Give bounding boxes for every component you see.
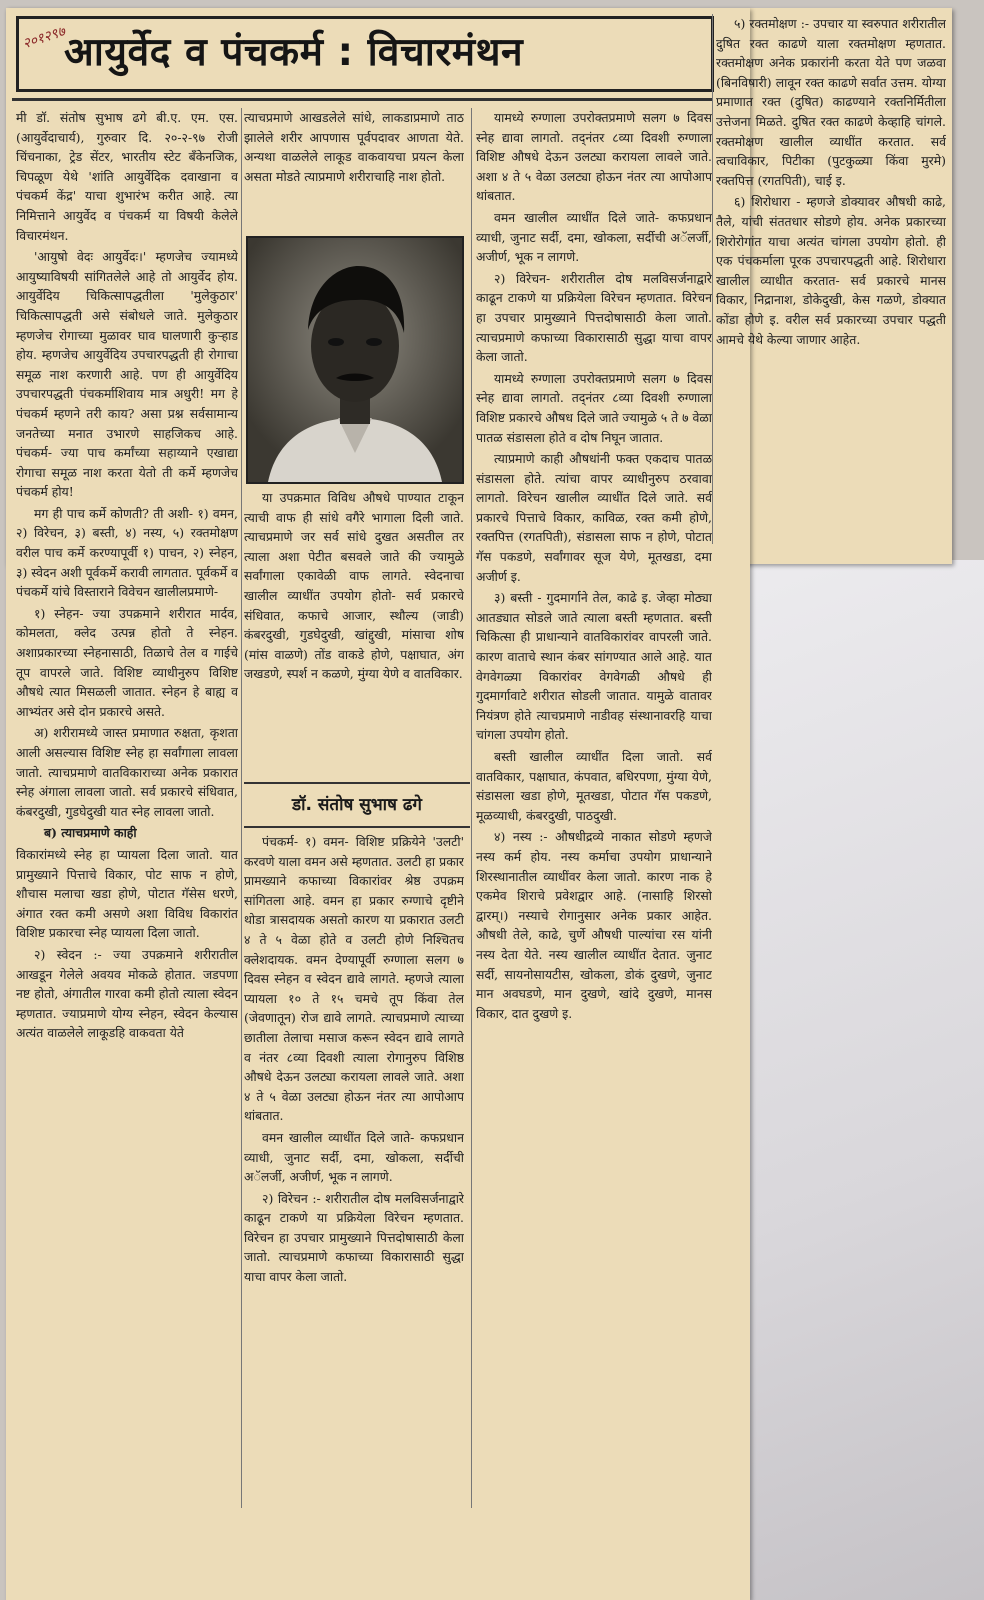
paragraph: ३) बस्ती - गुदमार्गाने तेल, काढे इ. जेव्हा मोठ्या आतड्यात सोडले जाते त्याला बस्ती म्हणतात. बस्ती चिकित्सा ही प्राधान्याने वातविकारांवर वापरली जाते. कारण वाताचे स्थान कंबर सांगण्यात आले आहे. यात वेगवेगळ्या विकारांवर वेगवेगळी औषधे ही गुदमार्गावाटे शरीरात सोडली जातात. यामुळे वातावर नियंत्रण होते त्याचप्रमाणे नाडीवह संस्थानावरहि याचा चांगला उपयोग होतो.: [476, 590, 712, 743]
paragraph: वमन खालील व्याधींत दिले जाते- कफप्रधान व्याधी, जुनाट सर्दी, दमा, खोकला, सर्दीची अॅलर्जी, अजीर्ण, भूक न लागणे.: [476, 209, 712, 265]
byline-rule: [244, 782, 470, 784]
paragraph: ४) नस्य :- औषधीद्रव्ये नाकात सोडणे म्हणजे नस्य कर्म होय. नस्य कर्माचा उपयोग प्राधान्याने शिरस्थानातील व्याधींवर केला जातो. कारण नाक हे एकमेव शिराचे प्रवेशद्वार आहे. (नासाहि शिरसो द्वारम्।) नस्याचे रोगानुसार अनेक प्रकार आहेत. औषधी तेले, काढे, चुर्णे औषधी पाल्यांचा रस यांनी नस्य देता येते. नस्य खालील व्याधींत देतात. जुनाट सर्दी, सायनोसायटीस, खोकला, डोकं दुखणे, जुनाट मान अवघडणे, मान दुखणे, खांदे दुखणे, मानस विकार, दात दुखणे इ.: [476, 829, 712, 1021]
paragraph: वमन खालील व्याधींत दिले जाते- कफप्रधान व्याधी, जुनाट सर्दी, दमा, खोकला, सर्दीची अॅलर्जी, अजीर्ण, भूक न लागणे.: [244, 1129, 464, 1185]
paragraph: ६) शिरोधारा - म्हणजे डोक्यावर औषधी काढे, तैले, यांची संततधार सोडणे होय. अनेक प्रकारच्या शिरोरोगांत याचा अत्यंत चांगला उपयोग होतो. ही एक पंचकर्माला पूरक उपचारपद्धती आहे. शिरोधारा खालील व्याधीत करतात- सर्व प्रकारचे मानस विकार, निद्रानाश, डोकेदुखी, केस गळणे, डोक्यात कोंडा होणे इ. वरील सर्व प्रकारच्या उपचार पद्धती आमचे येथे केल्या जाणार आहेत.: [716, 194, 946, 347]
paragraph: २) विरेचन :- शरीरातील दोष मलविसर्जनाद्वारे काढून टाकणे या प्रक्रियेला विरेचन म्हणतात. विरेचन हा उपचार प्रामुख्याने पित्तदोषासाठी केला जातो. त्याचप्रमाणे कफाच्या विकारासाठी सुद्धा याचा वापर केला जातो.: [244, 1190, 464, 1285]
paragraph: पंचकर्म- १) वमन- विशिष्ट प्रक्रियेने 'उलटी' करवणे याला वमन असे म्हणतात. उलटी हा प्रकार प्रामख्याने कफाच्या विकारांवर श्रेष्ठ उपक्रम सांगितला आहे. वमन हा प्रकार रुग्णाचे दृष्टीने थोडा त्रासदायक असतो कारण या प्रकारात उलटी ४ ते ५ वेळा होते व उलटी होणे निश्चितच क्लेशदायक. वमन देण्यापूर्वी रुग्णाला सलग ७ दिवस स्नेहन व स्वेदन द्यावे लागते. म्हणजे त्याला प्यायला १० ते १५ चमचे तूप किंवा तेल (जेवणातून) रोज द्यावे लागते. त्याचप्रमाणे त्याच्या छातीला तेलाचा मसाज करून स्वेदन द्यावे लागते व नंतर ८व्या दिवशी त्याला रोगानुरुप विशिष्ठ औषधे देऊन उलट्या करायला लावले जाते. अशा ४ ते ५ वेळा उलट्या होऊन नंतर त्या आपोआप थांबतात.: [244, 834, 464, 1124]
paragraph: बस्ती खालील व्याधींत दिला जातो. सर्व वातविकार, पक्षाघात, कंपवात, बधिरपणा, मुंग्या येणे, संडासला खडा होणे, मूतखडा, पोटात गॅस पकडणे, मूळव्याधी, कंबरदुखी, पाठदुखी.: [476, 749, 712, 823]
byline: डॉ. संतोष सुभाष ढगे: [292, 795, 422, 815]
paragraph: या उपक्रमात विविध औषधे पाण्यात टाकून त्याची वाफ ही सांधे वगैरे भागाला दिली जाते. त्याचप्रमाणे जर सर्व सांधे दुखत असतील तर त्याला अशा पेटीत बसवले जाते की ज्यामुळे सर्वांगाला एकावेळी वाफ लागते. स्वेदनाचा खालील व्याधींत उपयोग होतो- सर्व प्रकारचे संधिवात, कफाचे आजार, स्थौल्य (जाडी) कंबरदुखी, गुडघेदुखी, खांद्दुखी, मांसाचा शोष (मांस वाळणे) तोंड वाकडे होणे, पक्षाघात, अंग जखडणे, स्पर्श न कळणे, मुंग्या येणे व वातविकार.: [244, 490, 464, 682]
column-2-middle: [244, 488, 464, 776]
paragraph: २) स्वेदन :- ज्या उपक्रमाने शरीरातील आखडून गेलेले अवयव मोकळे होतात. जडपणा नष्ट होतो, अंगातील गारवा कमी होतो त्याला स्वेदन म्हणतात. ज्याप्रमाणे योग्य स्नेहन, स्वेदन केल्यास अत्यंत वाळलेले लाकूडहि वाकवता येते: [16, 946, 238, 1041]
paragraph: २) विरेचन- शरीरातील दोष मलविसर्जनाद्वारे काढून टाकणे या प्रक्रियेला विरेचन म्हणतात. विरेचन हा उपचार प्रामुख्याने पित्तदोषासाठी केला जातो. त्याचप्रमाणे कफाच्या विकारासाठी सुद्धा याचा वापर केला जातो.: [476, 270, 712, 365]
headline-rule: [12, 98, 712, 101]
paragraph: विकारांमध्ये स्नेह हा प्यायला दिला जातो. यात प्रामुख्याने पित्ताचे विकार, पोट साफ न होणे, शौचास मलाचा खडा होणे, पोटात गॅसेस धरणे, अंगात रक्त कमी असणे अशा विविध विकारांत विशिष्ट प्रकारचा स्नेह प्यायला दिला जातो.: [16, 846, 238, 941]
column-4: [716, 14, 946, 546]
paragraph: मग ही पाच कर्मे कोणती? ती अशी- १) वमन, २) विरेचन, ३) बस्ती, ४) नस्य, ५) रक्तमोक्षण वरील पाच कर्मे करण्यापूर्वी १) पाचन, २) स्नेहन, ३) स्वेदन अशी पूर्वकर्मे करावी लागतात. पूर्वकर्मे व पंचकर्मे यांचे विस्ताराने विवेचन खालीलप्रमाणे-: [16, 505, 238, 600]
handwritten-note: २०१२९७: [20, 23, 68, 53]
subheading: ब) त्याचप्रमाणे काही: [44, 825, 137, 841]
paragraph: यामध्ये रुग्णाला उपरोक्तप्रमाणे सलग ७ दिवस स्नेह द्यावा लागतो. तद्नंतर ८व्या दिवशी रुग्णाला विशिष्ट प्रकारचे औषध दिले जाते ज्यामुळे ५ ते ७ वेळा पातळ संडासला होते व दोष निघून जातात.: [476, 370, 712, 445]
paragraph: त्याचप्रमाणे आखडलेले सांधे, लाकडाप्रमाणे ताठ झालेले शरीर आपणास पूर्वपदावर आणता येते. अन्यथा वाळलेले लाकूड वाकवायचा प्रयत्न केला असता मोडते त्याप्रमाणे शरीराचाहि नाश होतो.: [244, 110, 464, 184]
paragraph: मी डॉ. संतोष सुभाष ढगे बी.ए. एम. एस. (आयुर्वेदाचार्य), गुरुवार दि. २०-२-९७ रोजी चिंचनाका, ट्रेड सेंटर, भारतीय स्टेट बँकेनजिक, चिपळूण येथे 'शांति आयुर्वेदिक दवाखाना व पंचकर्म केंद्र' याचा शुभारंभ करीत आहे. त्या निमित्ताने आयुर्वेद व पंचकर्म या विषयी केलेले विचारमंथन.: [16, 110, 238, 243]
headline: आयुर्वेद व पंचकर्म : विचारमंथन: [64, 30, 524, 75]
column-2-bottom: [244, 832, 464, 1502]
paragraph: अ) शरीरामध्ये जास्त प्रमाणात रुक्षता, कृशता आली असल्यास विशिष्ट स्नेह हा सर्वांगाला लावला जातो. त्याचप्रमाणे वातविकाराच्या अनेक प्रकारात स्नेह अंगाला लावला जातो. सर्व प्रकारचे संधिवात, कंबरदुखी, गुडघेदुखी यात स्नेह लावला जातो.: [16, 725, 238, 819]
column-divider: [241, 108, 242, 1508]
byline-rule: [244, 826, 470, 828]
background-surface: [730, 560, 984, 1600]
paragraph: १) स्नेहन- ज्या उपक्रमाने शरीरात मार्दव, कोमलता, क्लेद उत्पन्न होतो ते स्नेहन. अशाप्रकारच्या स्नेहनासाठी, तिळाचे तेल व गाईचे तूप वापरले जाते. विशिष्ट व्याधीनुरुप विशिष्ट औषधे त्यात मिसळली जातात. स्नेहन हे बाह्य व आभ्यंतर असे दोन प्रकारचे असते.: [16, 605, 238, 719]
column-3: [476, 108, 712, 1518]
paragraph: 'आयुषो वेदः आयुर्वेदः।' म्हणजेच ज्यामध्ये आयुष्याविषयी सांगितलेले आहे तो आयुर्वेद होय. आयुर्वेदिय चिकित्सापद्धतीला 'मुलेकुठार' चिकित्सापद्धती असे संबोधले जाते. मुलेकुठार म्हणजेच रोगाच्या मुळावर घाव घालणारी कुऱ्हाड होय. म्हणजेच आयुर्वेदिय उपचारपद्धती ही रोगाचा समूळ नाश करणारी आहे. पण ही आयुर्वेदिय उपचारपद्धती पंचकर्माशिवाय मात्र अधुरी! मग हे पंचकर्म म्हणने तरी काय? असा प्रश्न सर्वसामान्य जनतेच्या मनात उभारणे साहजिकच आहे. पंचकर्म- ज्या पाच कर्मांच्या सहाय्याने एखाद्या रोगाचा समूळ नाश करता येतो ती कर्मे म्हणजेच पंचकर्म होय!: [16, 249, 238, 500]
column-2-top: [244, 108, 464, 230]
portrait-image: [248, 238, 462, 482]
column-divider: [471, 108, 472, 1508]
paragraph: ५) रक्तमोक्षण :- उपचार या स्वरुपात शरीरातील दुषित रक्त काढणे याला रक्तमोक्षण म्हणतात. रक्तमोक्षण अनेक प्रकारांनी करता येते पण जळवा (बिनविषारी) लावून रक्त काढणे सर्वात उत्तम. योग्या प्रमाणात रक्त (दुषित) काढण्याने रक्तनिर्मितीला उत्तेजना मिळते. दुषित रक्त काढणे केव्हाहि चांगले. रक्तमोक्षण खालील व्याधींत करतात. सर्व त्वचाविकार, पिटीका (पुटकुळ्या किंवा मुरमे) रक्तपित्त (रगतपिती), चाई इ.: [716, 16, 946, 188]
column-divider: [712, 14, 713, 544]
paragraph: त्याप्रमाणे काही औषधांनी फक्त एकदाच पातळ संडासला होते. त्यांचा वापर व्याधीनुरुप ठरवावा लागतो. विरेचन खालील व्याधींत दिले जाते. सर्व प्रकारचे पित्ताचे विकार, काविळ, रक्त कमी होणे, रक्तपित्त (रगतपिती), संडासला साफ न होणे, पोटात गॅस पकडणे, सर्वांगावर सूज येणे, मूतखडा, दमा अजीर्ण इ.: [476, 451, 712, 584]
author-photo: [246, 236, 464, 484]
paragraph: यामध्ये रुग्णाला उपरोक्तप्रमाणे सलग ७ दिवस स्नेह द्यावा लागतो. तद्नंतर ८व्या दिवशी रुग्णाला विशिष्ट औषधे देऊन उलट्या करायला लावले जाते. अशा ४ ते ५ वेळा उलट्या होऊन नंतर त्या आपोआप थांबतात.: [476, 110, 712, 204]
column-1: [16, 108, 238, 1528]
